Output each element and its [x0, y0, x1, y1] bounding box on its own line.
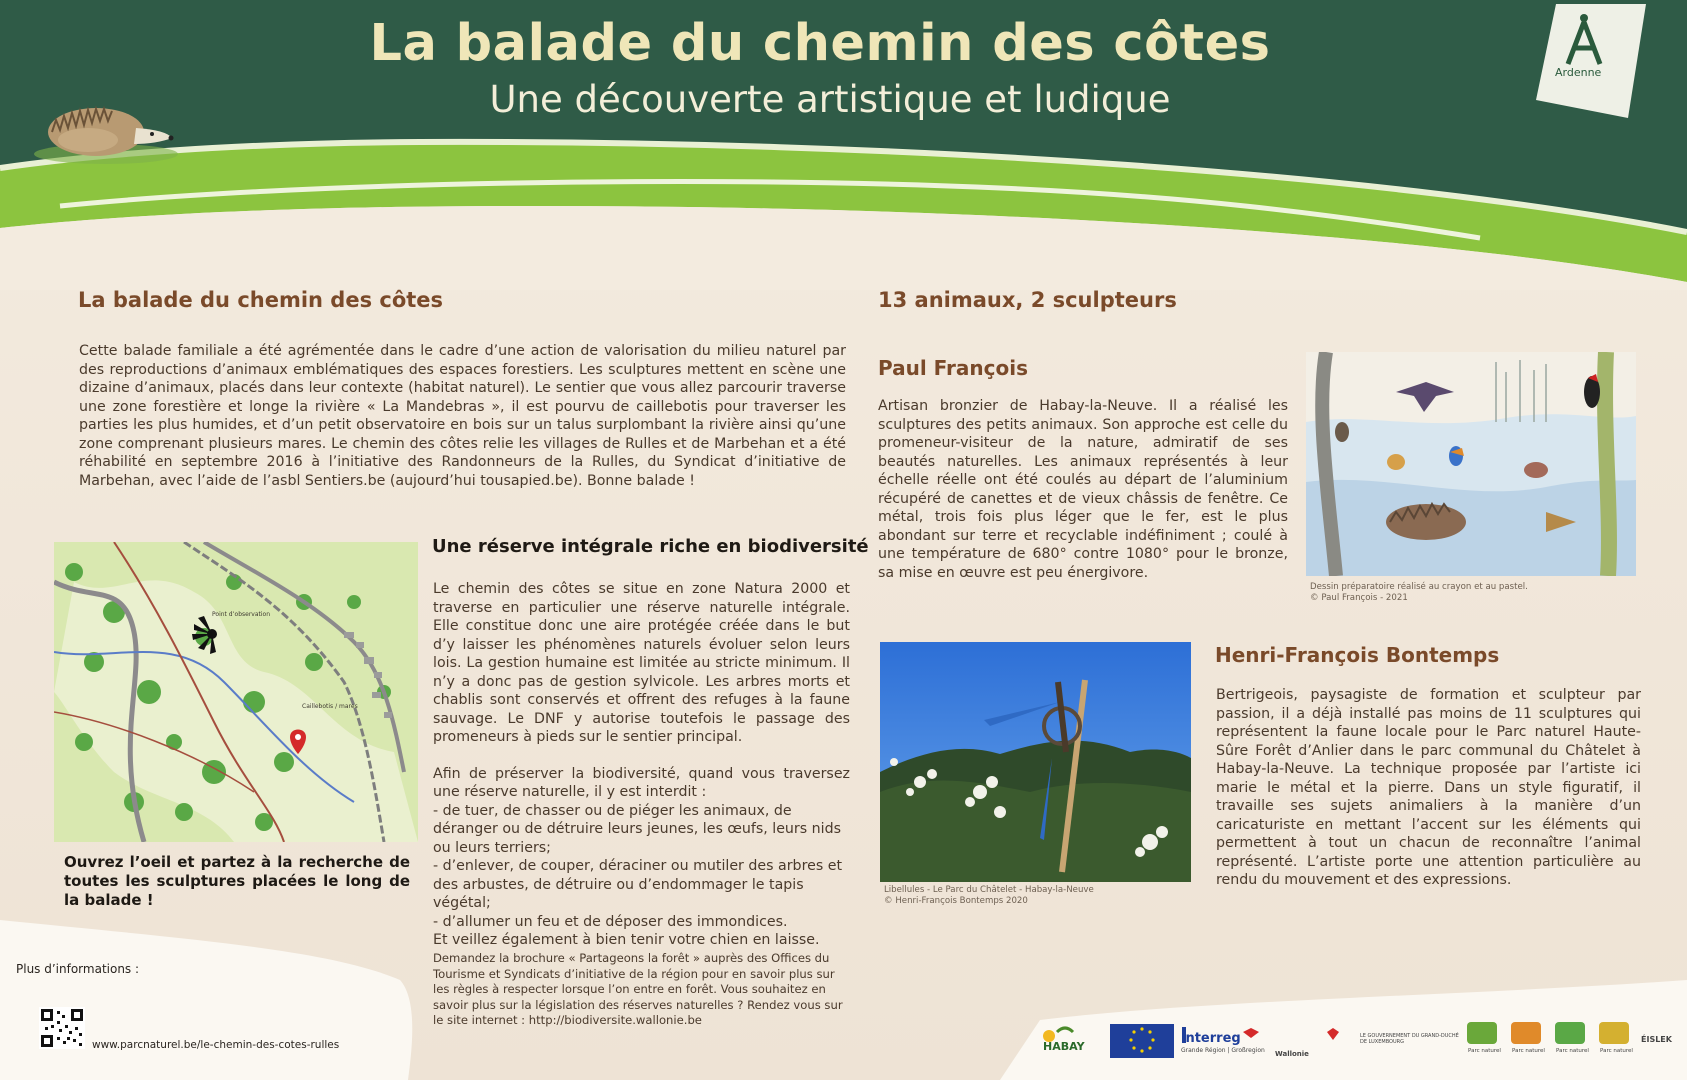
partner-logos — [1035, 1018, 1675, 1064]
reserve-rule-3: - d’allumer un feu et de déposer des immondices. — [433, 913, 788, 930]
luxembourg-label: LE GOUVERNEMENT DU GRAND-DUCHÉ DE LUXEMBOURG — [1360, 1033, 1459, 1045]
map-label-caillebotis: Caillebotis / mares — [302, 703, 358, 710]
interreg-subtitle: Grande Région | Großregion — [1181, 1047, 1265, 1054]
trail-map — [54, 542, 418, 842]
page-title: La balade du chemin des côtes — [369, 14, 1271, 73]
reserve-rule-1: - de tuer, de chasser ou de piéger les animaux, de déranger ou de détruire leurs jeunes, les œufs, leurs nids ou leurs terriers; — [433, 802, 841, 856]
map-label-observatory: Point d’observation — [212, 611, 271, 618]
sketch-caption: Dessin préparatoire réalisé au crayon et au pastel. © Paul François - 2021 — [1310, 582, 1528, 603]
wallonie-label: Wallonie — [1275, 1050, 1309, 1058]
photo-caption: Libellules - Le Parc du Châtelet - Habay-la-Neuve © Henri-François Bontemps 2020 — [884, 885, 1094, 906]
paul-francois-text: Artisan bronzier de Habay-la-Neuve. Il a réalisé les sculptures des petits animaux. Son approche est celle du promeneur-visiteur de la nature, admiratif de ses beautés naturelles. Les animaux représentés à leur échelle réelle ont été coulés au départ de l’aluminium récupéré de canettes et de vieux châssis de fenêtre. Ce métal, trois fois plus léger que le fer, est le plus abondant sur terre et recyclable indéfiniment ; coulé à une température de 680° contre 1080° pour le bronze, sa mise en œuvre est peu énergivore. — [878, 398, 1288, 581]
reserve-heading: Une réserve intégrale riche en biodiversité — [432, 536, 869, 557]
parc-label-1: Parc naturel — [1468, 1048, 1501, 1054]
more-info-label: Plus d’informations : — [16, 962, 140, 976]
intro-paragraph: Cette balade familiale a été agrémentée dans le cadre d’une action de valorisation du milieu naturel par des reproductions d’animaux emblématiques des espaces forestiers. Les sculptures mettent en scène une dizaine d’animaux, placés dans leur contexte (habitat naturel). Le sentier que vous allez parcourir traverse une zone forestière et longe la rivière « La Mandebras », il est pourvu de caillebotis pour traverser les parties les plus humides, et d’un petit observatoire en bois sur un talus surplombant la rivière ainsi qu’une zone comprenant plusieurs mares. Le chemin des côtes relie les villages de Rulles et de Marbehan et a été réhabilité en septembre 2016 à l’initiative des Randonneurs de la Rulles, du Syndicat d’initiative de Marbehan, avec l’aide de l’asbl Sentiers.be (aujourd’hui tousapied.be). Bonne balade ! — [79, 343, 846, 489]
interreg-label: interreg — [1181, 1031, 1241, 1046]
luxembourg-lion-icon — [1327, 1028, 1339, 1040]
ardenne-logo-label: Ardenne — [1555, 66, 1602, 79]
parc-label-2: Parc naturel — [1512, 1048, 1545, 1054]
page-subtitle: Une découverte artistique et ludique — [489, 78, 1171, 121]
sculptors-heading: 13 animaux, 2 sculpteurs — [878, 288, 1177, 312]
eislek-label: ÉISLEK — [1641, 1035, 1672, 1044]
dragonfly-sculpture-photo — [880, 642, 1191, 882]
reserve-rule-2: - d’enlever, de couper, déraciner ou mutiler des arbres et des arbustes, de détruire ou d’endommager le tapis végétal; — [433, 858, 843, 911]
paul-francois-heading: Paul François — [878, 356, 1029, 380]
wallonie-rooster-icon — [1243, 1028, 1259, 1038]
pastel-sketch-illustration — [1306, 352, 1636, 576]
reserve-rules-outro: Et veillez également à bien tenir votre chien en laisse. — [433, 932, 820, 948]
map-call-to-action: Ouvrez l’oeil et partez à la recherche de toutes les sculptures placées le long de la balade ! — [64, 853, 410, 909]
habay-label: HABAY — [1043, 1040, 1085, 1053]
ardenne-logo — [1528, 4, 1646, 118]
bottom-left-white-shape — [0, 920, 420, 1080]
brochure-note: Demandez la brochure « Partageons la forêt » auprès des Offices du Tourisme et Syndicats d’initiative de la région pour en savoir plus sur les règles à respecter lorsque l’on entre en forêt. Vous souhaitez en savoir plus sur la législation des réserves naturelles ? Rendez vous sur le site internet : http://biodiversite.wallonie.be — [433, 951, 843, 1027]
website-link[interactable]: www.parcnaturel.be/le-chemin-des-cotes-rulles — [92, 1039, 340, 1051]
henri-bontemps-text: Bertrigeois, paysagiste de formation et sculpteur par passion, il a déjà installé pas moins de 11 sculptures qui représentent la faune locale pour le Parc naturel Haute-Sûre Forêt d’Anlier dans le parc communal du Châtelet à Habay-la-Neuve. La technique proposée par l’artiste ici marie le métal et la pierre. Dans un style figuratif, il travaille ses sujets animaliers à la manière d’un caricaturiste en mettant l’accent sur les éléments qui permettent à tout un chacun de reconnaître l’animal représenté. L’artiste porte une attention particulière au rendu du mouvement et des expressions. — [1216, 687, 1641, 888]
parc-naturel-logos — [1467, 1022, 1629, 1044]
parc-label-4: Parc naturel — [1600, 1048, 1633, 1054]
intro-heading: La balade du chemin des côtes — [78, 288, 444, 312]
reserve-paragraph — [433, 580, 850, 950]
reserve-rules-intro: Afin de préserver la biodiversité, quand vous traversez une réserve naturelle, il y est interdit : — [433, 765, 850, 800]
qr-code-icon[interactable] — [39, 1007, 85, 1049]
reserve-p1: Le chemin des côtes se situe en zone Natura 2000 et traverse en particulier une réserve naturelle intégrale. Elle constitue donc une aire protégée créée dans le but d’y laisser les phénomènes naturels évoluer selon leurs lois. La gestion humaine est limitée au stricte minimum. Il n’y a donc pas de gestion sylvicole. Les arbres morts et chablis sont conservés et offrent des refuges à la faune sauvage. Le DNF y autorise toutefois le passage des promeneurs à pieds sur le sentier principal. — [433, 581, 850, 745]
parc-label-3: Parc naturel — [1556, 1048, 1589, 1054]
henri-bontemps-heading: Henri-François Bontemps — [1215, 643, 1500, 667]
hedgehog-illustration — [26, 92, 186, 172]
